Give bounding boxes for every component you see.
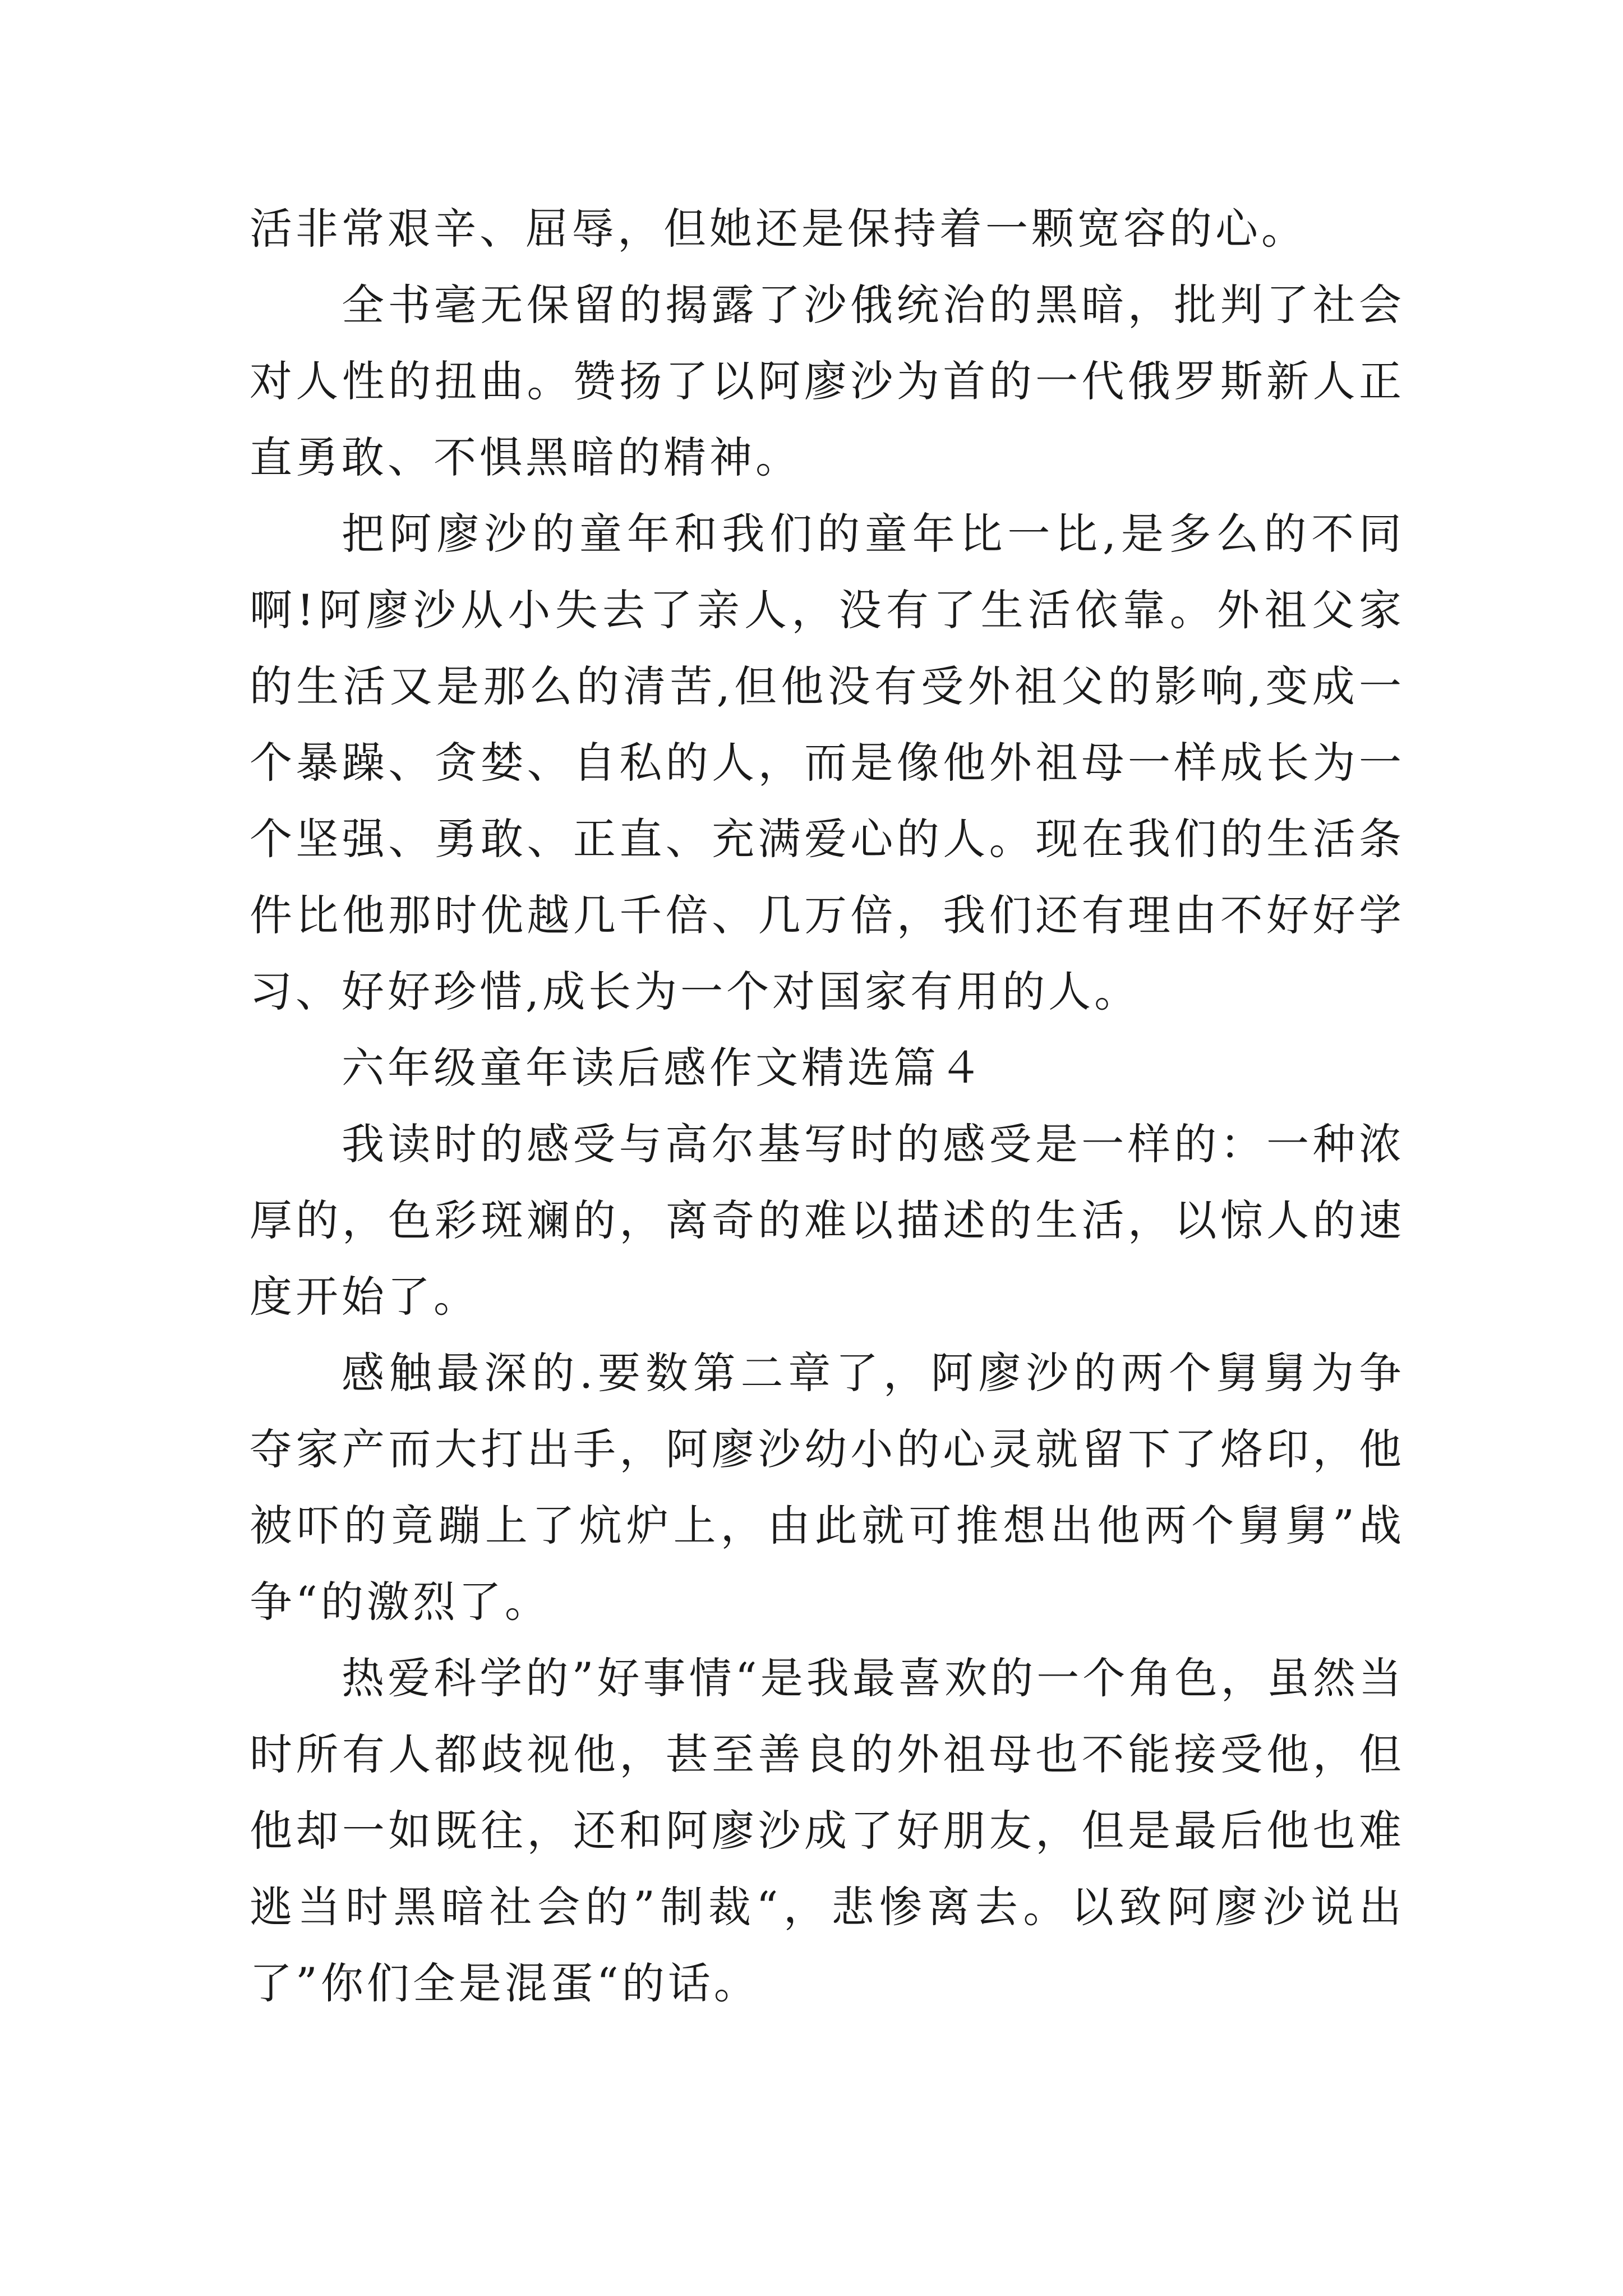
paragraph-continued: 活非常艰辛、屈辱，但她还是保持着一颗宽容的心。 — [250, 204, 1307, 254]
paragraph: 把阿廖沙的童年和我们的童年比一比,是多么的不同啊!阿廖沙从小失去了亲人，没有了生活依靠。外祖父家的生活又是那么的清苦,但他没有受外祖父的影响,变成一个暴躁、贪婪、自私的人，而是像他外祖母一样成长为一个坚强、勇敢、正直、充满爱心的人。现在我们的生活条件比他那时优越几千倍、几万倍，我们还有理由不好好学习、好好珍惜,成长为一个对国家有用的人。 — [250, 509, 1405, 1016]
paragraph: 全书毫无保留的揭露了沙俄统治的黑暗，批判了社会对人性的扭曲。赞扬了以阿廖沙为首的一代俄罗斯新人正直勇敢、不惧黑暗的精神。 — [250, 280, 1405, 482]
paragraph: 热爱科学的”好事情“是我最喜欢的一个角色，虽然当时所有人都歧视他，甚至善良的外祖母也不能接受他，但他却一如既往，还和阿廖沙成了好朋友，但是最后他也难逃当时黑暗社会的”制裁“，悲惨离去。以致阿廖沙说出了”你们全是混蛋“的话。 — [250, 1653, 1405, 2008]
paragraph: 感触最深的.要数第二章了，阿廖沙的两个舅舅为争夺家产而大打出手，阿廖沙幼小的心灵就留下了烙印，他被吓的竟蹦上了炕炉上，由此就可推想出他两个舅舅”战争“的激烈了。 — [250, 1348, 1405, 1627]
paragraph: 我读时的感受与高尔基写时的感受是一样的：一种浓厚的，色彩斑斓的，离奇的难以描述的生活，以惊人的速度开始了。 — [250, 1119, 1405, 1322]
section-heading: 六年级童年读后感作文精选篇４ — [342, 1043, 985, 1093]
document-body — [250, 191, 1405, 2022]
